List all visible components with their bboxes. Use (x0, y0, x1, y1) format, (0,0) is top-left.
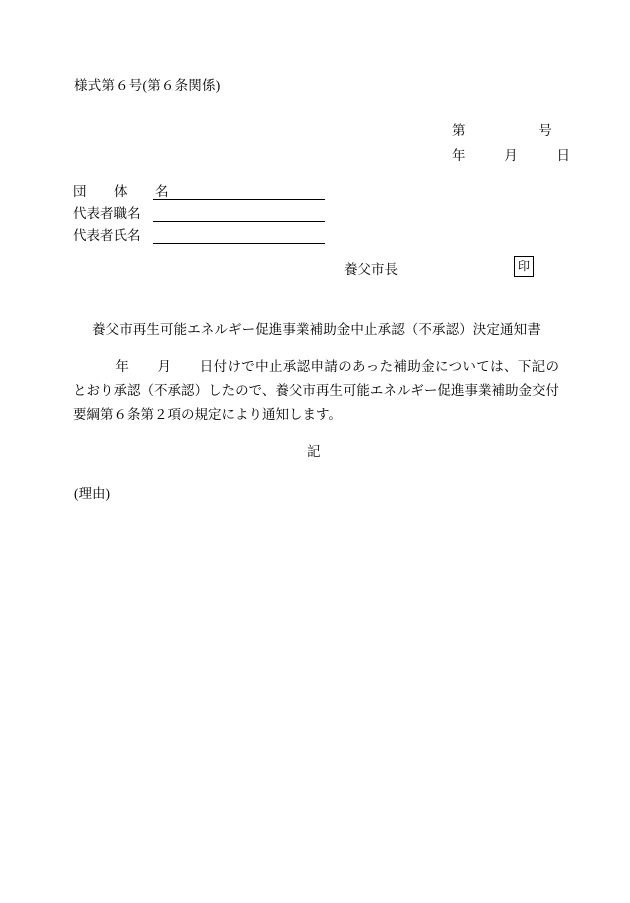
document-number-label: 第 (452, 123, 466, 138)
applicant-row-title (73, 200, 325, 222)
applicant-row-organization (73, 178, 325, 200)
document-date-row (452, 144, 570, 164)
document-date-year: 年 (452, 148, 466, 163)
seal-icon: 印 (514, 256, 534, 277)
applicant-label-name: 代表者氏名 (73, 228, 141, 243)
applicant-block (73, 178, 325, 244)
body-rest: とおり承認（不承認）したので、養父市再生可能エネルギー促進事業補助金交付要綱第６条第２項の規定により通知します。 (73, 383, 559, 422)
body-date-day: 日付けで中止承認申請のあった補助金については、下記の (199, 359, 560, 374)
form-number: 様式第６号(第６条関係) (74, 78, 221, 93)
applicant-label-organization: 団 体 名 (73, 184, 176, 199)
applicant-row-name (73, 222, 325, 244)
document-body (73, 355, 559, 427)
document-title: 養父市再生可能エネルギー促進事業補助金中止承認（不承認）決定通知書 (92, 322, 541, 337)
body-date-year: 年 (115, 359, 130, 374)
mayor-name: 養父市長 (344, 262, 398, 277)
reason-label: (理由) (74, 486, 110, 501)
document-date-month: 月 (504, 148, 518, 163)
document-date-day: 日 (556, 148, 570, 163)
body-date-month: 月 (157, 359, 172, 374)
kigo-marker: 記 (307, 444, 321, 459)
applicant-input-organization[interactable] (153, 185, 325, 200)
applicant-label-title: 代表者職名 (73, 206, 141, 221)
applicant-input-title[interactable] (153, 207, 325, 222)
applicant-input-name[interactable] (153, 229, 325, 244)
document-number-suffix: 号 (538, 123, 552, 138)
document-number-row (452, 119, 552, 139)
